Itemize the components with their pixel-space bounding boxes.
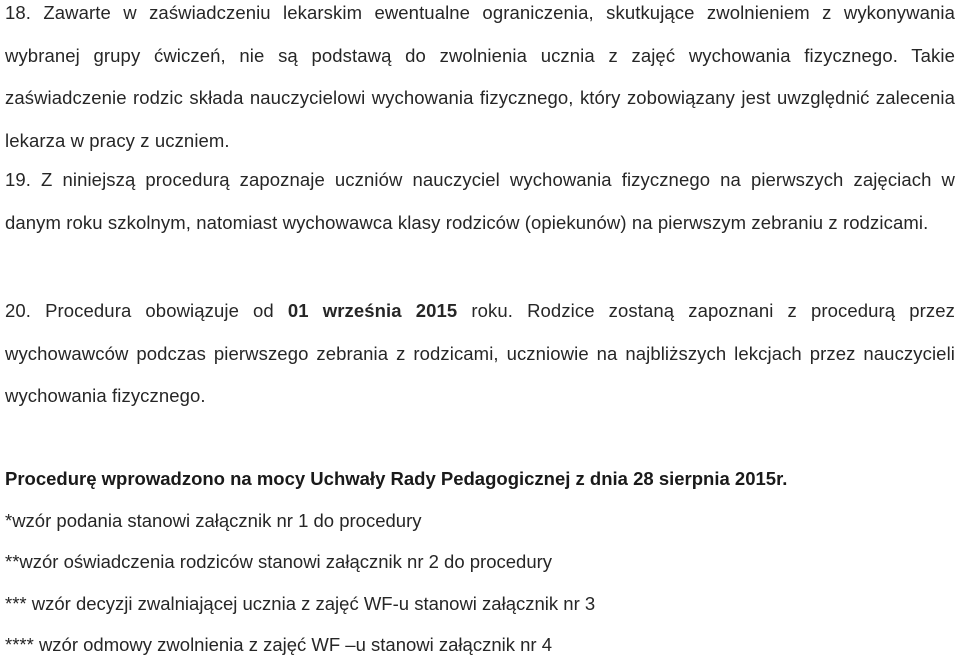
paragraph-19: 19. Z niniejszą procedurą zapoznaje uczniów nauczyciel wychowania fizycznego na pierwszych zajęciach w danym roku szkolnym, natomiast wychowawca klasy rodziców (opiekunów) na pierwszym zebraniu z rodzicami. [5, 169, 955, 233]
paragraph-20-lead: 20. Procedura obowiązuje od [5, 300, 288, 321]
footnote-attachment-1: *wzór podania stanowi załącznik nr 1 do procedury [5, 510, 422, 531]
effective-date: 01 września 2015 [287, 300, 458, 321]
footnote-attachment-3: *** wzór decyzji zwalniającej ucznia z zajęć WF-u stanowi załącznik nr 3 [5, 593, 596, 614]
paragraph-20 [5, 290, 955, 418]
paragraph-18: 18. Zawarte w zaświadczeniu lekarskim ewentualne ograniczenia, skutkujące zwolnieniem z wykonywania wybranej grupy ćwiczeń, nie są podstawą do zwolnienia ucznia z zajęć wychowania fizycznego. Takie zaświadczenie rodzic składa nauczycielowi wychowania fizycznego, który zobowiązany jest uwzględnić zalecenia lekarza w pracy z uczniem. [5, 2, 955, 151]
footnote-attachment-4: **** wzór odmowy zwolnienia z zajęć WF –u stanowi załącznik nr 4 [5, 634, 552, 655]
footnote-attachment-2: **wzór oświadczenia rodziców stanowi załącznik nr 2 do procedury [5, 551, 553, 572]
paragraph-20-rest: roku. Rodzice zostaną zapoznani z procedurą przez wychowawców podczas pierwszego zebrania z rodzicami, uczniowie na najbliższych lekcjach przez nauczycieli wychowania fizycznego. [5, 300, 955, 406]
resolution-statement: Procedurę wprowadzono na mocy Uchwały Rady Pedagogicznej z dnia 28 sierpnia 2015r. [5, 468, 788, 489]
